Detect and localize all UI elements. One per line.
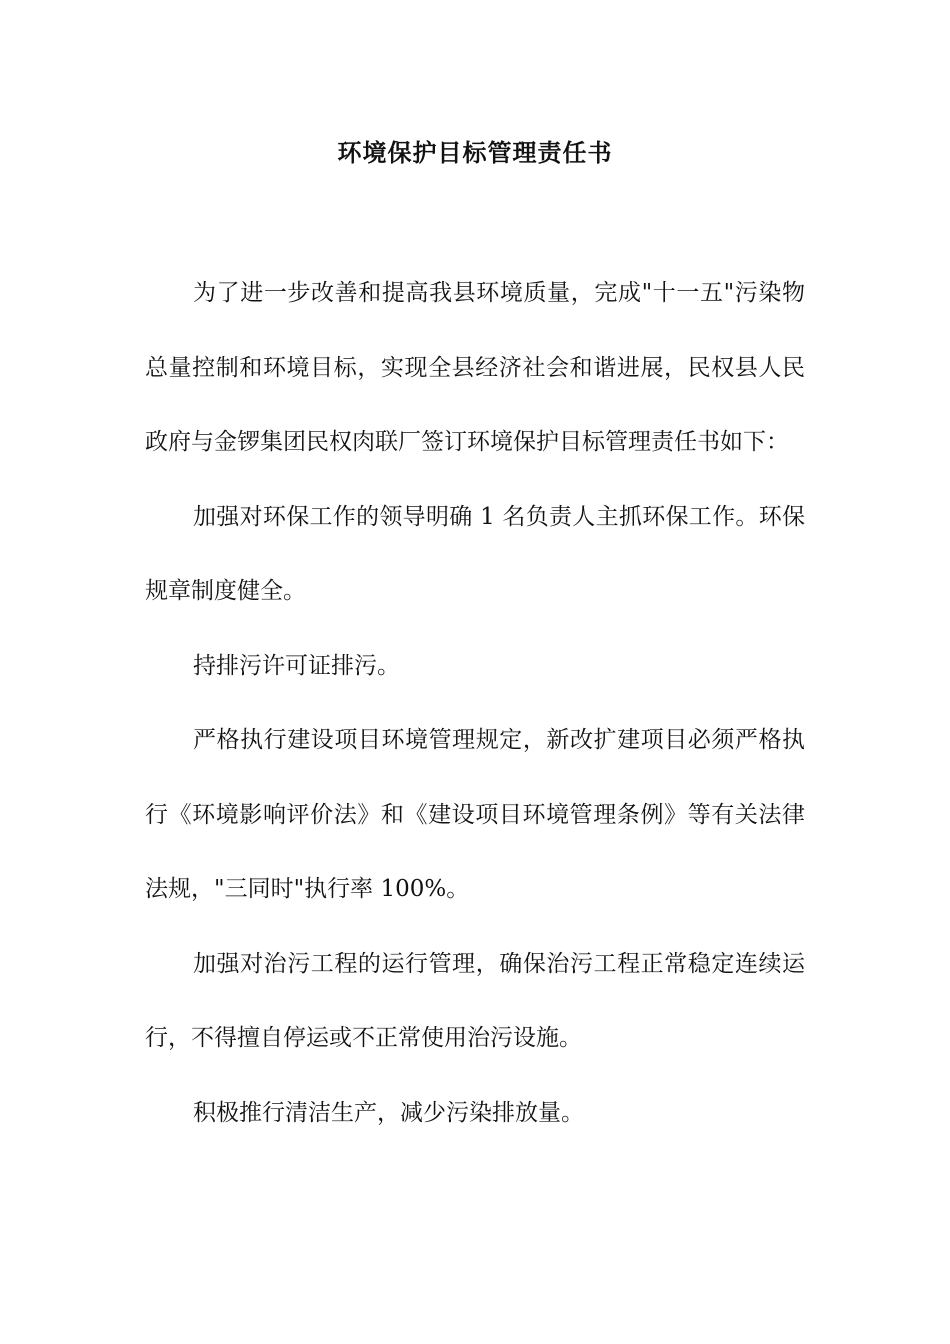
paragraph-intro: 为了进一步改善和提高我县环境质量，完成"十一五"污染物总量控制和环境目标，实现全县经济社会和谐进展，民权县人民政府与金锣集团民权肉联厂签订环境保护目标管理责任书如下： <box>145 280 805 455</box>
document-title: 环境保护目标管理责任书 <box>337 138 613 167</box>
document-body <box>145 256 805 1150</box>
paragraph-construction: 严格执行建设项目环境管理规定，新改扩建项目必须严格执行《环境影响评价法》和《建设项目环境管理条例》等有关法律法规，"三同时"执行率 100%。 <box>145 727 805 902</box>
paragraph-leadership: 加强对环保工作的领导明确 1 名负责人主抓环保工作。环保规章制度健全。 <box>145 503 805 604</box>
paragraph-operation: 加强对治污工程的运行管理，确保治污工程正常稳定连续运行，不得擅自停运或不正常使用治污设施。 <box>145 950 805 1051</box>
paragraph-clean-production: 积极推行清洁生产，减少污染排放量。 <box>193 1099 584 1126</box>
paragraph-permit: 持排污许可证排污。 <box>193 652 400 679</box>
